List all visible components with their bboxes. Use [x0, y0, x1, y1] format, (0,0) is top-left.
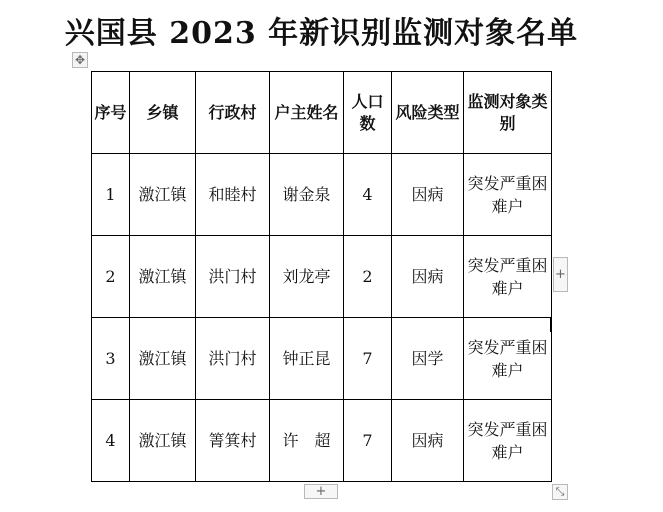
cell-village[interactable]: 箐箕村: [196, 400, 270, 482]
cell-name[interactable]: 钟正昆: [270, 318, 344, 400]
cell-category[interactable]: 突发严重困难户: [464, 318, 552, 400]
cell-town[interactable]: 激江镇: [130, 236, 196, 318]
cell-town[interactable]: 激江镇: [130, 400, 196, 482]
cell-name[interactable]: 许 超: [270, 400, 344, 482]
cell-population[interactable]: 4: [344, 154, 392, 236]
cell-risk[interactable]: 因病: [392, 154, 464, 236]
cell-no[interactable]: 1: [92, 154, 130, 236]
cell-no[interactable]: 4: [92, 400, 130, 482]
header-cell-town[interactable]: 乡镇: [130, 72, 196, 154]
cell-village[interactable]: 和睦村: [196, 154, 270, 236]
cell-category[interactable]: 突发严重困难户: [464, 154, 552, 236]
resize-icon[interactable]: ⤡: [552, 484, 568, 500]
cell-no[interactable]: 2: [92, 236, 130, 318]
add-column-button[interactable]: +: [553, 257, 568, 292]
header-cell-risk-type[interactable]: 风险类型: [392, 72, 464, 154]
cell-name[interactable]: 刘龙亭: [270, 236, 344, 318]
cell-town[interactable]: 激江镇: [130, 318, 196, 400]
header-cell-population[interactable]: 人口数: [344, 72, 392, 154]
document-title: 兴国县 2023 年新识别监测对象名单: [64, 16, 579, 51]
table-move-handle-icon[interactable]: ✥: [72, 52, 88, 68]
cell-population[interactable]: 7: [344, 318, 392, 400]
monitoring-table: [91, 71, 552, 482]
table-row: [92, 154, 552, 236]
header-cell-no[interactable]: 序号: [92, 72, 130, 154]
cell-category[interactable]: 突发严重困难户: [464, 400, 552, 482]
text-cursor: [550, 318, 552, 332]
header-cell-householder[interactable]: 户主姓名: [270, 72, 344, 154]
cell-risk[interactable]: 因病: [392, 400, 464, 482]
cell-risk[interactable]: 因学: [392, 318, 464, 400]
header-cell-village[interactable]: 行政村: [196, 72, 270, 154]
header-cell-category[interactable]: 监测对象类别: [464, 72, 552, 154]
cell-population[interactable]: 7: [344, 400, 392, 482]
table-row: [92, 400, 552, 482]
table-row: [92, 236, 552, 318]
cell-no[interactable]: 3: [92, 318, 130, 400]
add-row-button[interactable]: +: [304, 484, 338, 499]
cell-town[interactable]: 激江镇: [130, 154, 196, 236]
cell-village[interactable]: 洪门村: [196, 318, 270, 400]
table-row: [92, 318, 552, 400]
table-header-row: [92, 72, 552, 154]
cell-risk[interactable]: 因病: [392, 236, 464, 318]
cell-population[interactable]: 2: [344, 236, 392, 318]
cell-category[interactable]: 突发严重困难户: [464, 236, 552, 318]
cell-village[interactable]: 洪门村: [196, 236, 270, 318]
cell-name[interactable]: 谢金泉: [270, 154, 344, 236]
